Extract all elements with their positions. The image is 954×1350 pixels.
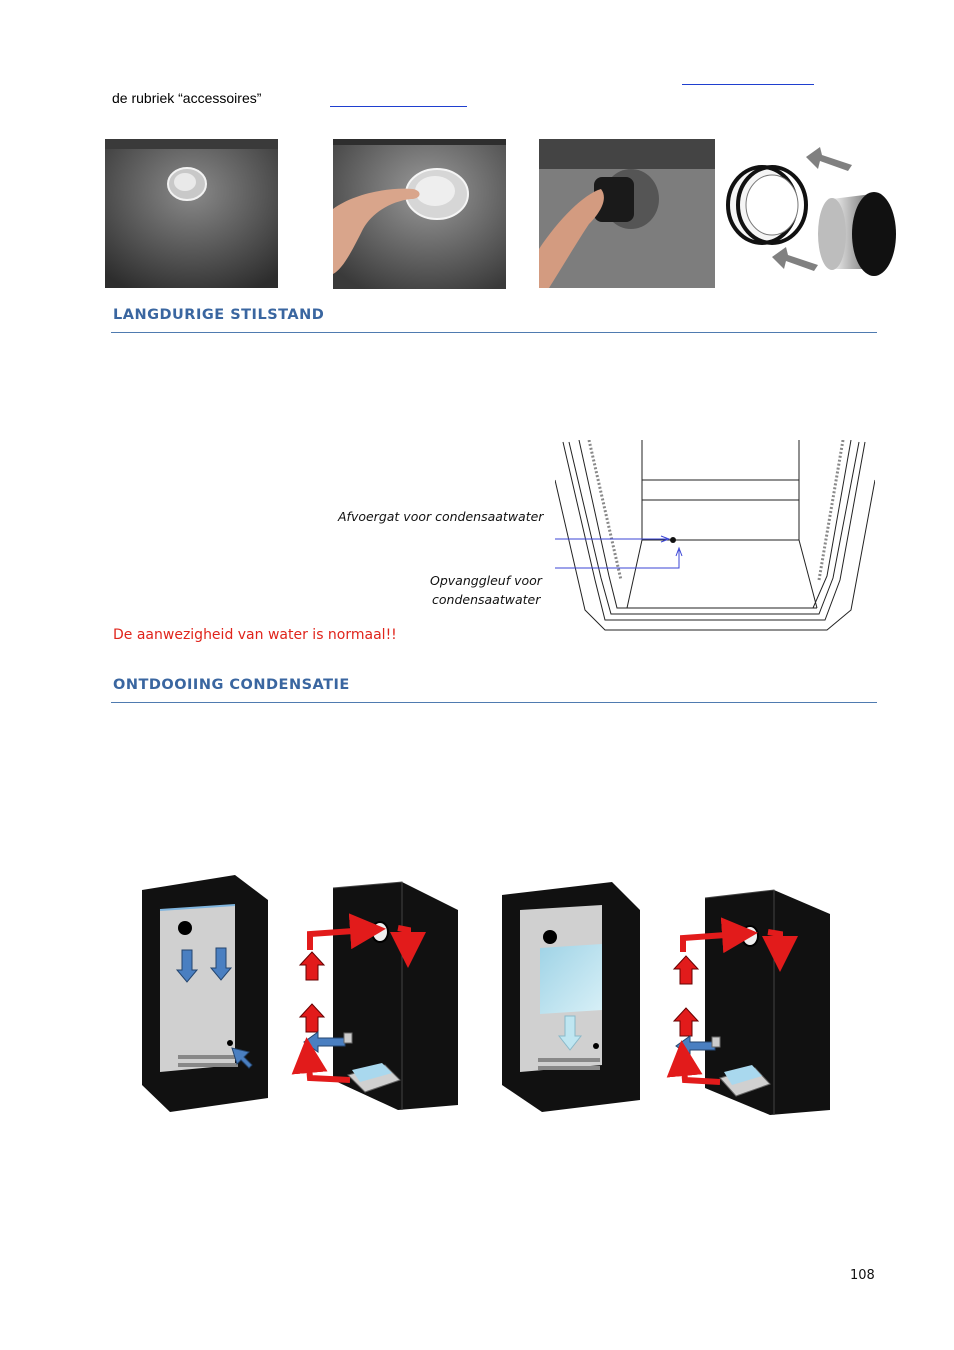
cabinet-rear-normal (300, 882, 458, 1110)
label-gutter-line1: Opvanggleuf voor (430, 573, 542, 588)
photo-fan-insert (539, 139, 715, 288)
photo-cap-mounted (105, 139, 278, 288)
photo-cap-finger (333, 139, 506, 289)
label-drain-hole: Afvoergat voor condensaatwater (338, 509, 544, 524)
link-underline-accessories[interactable] (330, 106, 467, 107)
section-rule-2 (111, 702, 877, 703)
up-arrow-icon (300, 1004, 324, 1032)
up-arrow-icon (674, 956, 698, 984)
figure-cap-assembly (722, 139, 902, 284)
section-heading-long-standstill: LANGDURIGE STILSTAND (113, 307, 325, 323)
up-arrow-icon (674, 1008, 698, 1036)
top-text: de rubriek “accessoires” (112, 90, 262, 106)
airflow-illustrations (140, 870, 840, 1120)
condensate-drain-diagram (555, 440, 875, 632)
cabinet-rear-defrost (674, 890, 830, 1115)
section-heading-defrost-condensation: ONTDOOIING CONDENSATIE (113, 677, 350, 693)
cabinet-front-normal (142, 875, 268, 1112)
up-arrow-icon (300, 952, 324, 980)
water-normal-note: De aanwezigheid van water is normaal!! (113, 627, 397, 643)
section-rule-1 (111, 332, 877, 333)
left-arrow-icon (806, 147, 852, 171)
label-gutter-line2: condensaatwater (432, 592, 541, 607)
cabinet-front-frost (502, 882, 640, 1112)
left-arrow-icon (772, 247, 818, 271)
page-number: 108 (850, 1268, 875, 1283)
link-underline-top[interactable] (682, 84, 814, 85)
